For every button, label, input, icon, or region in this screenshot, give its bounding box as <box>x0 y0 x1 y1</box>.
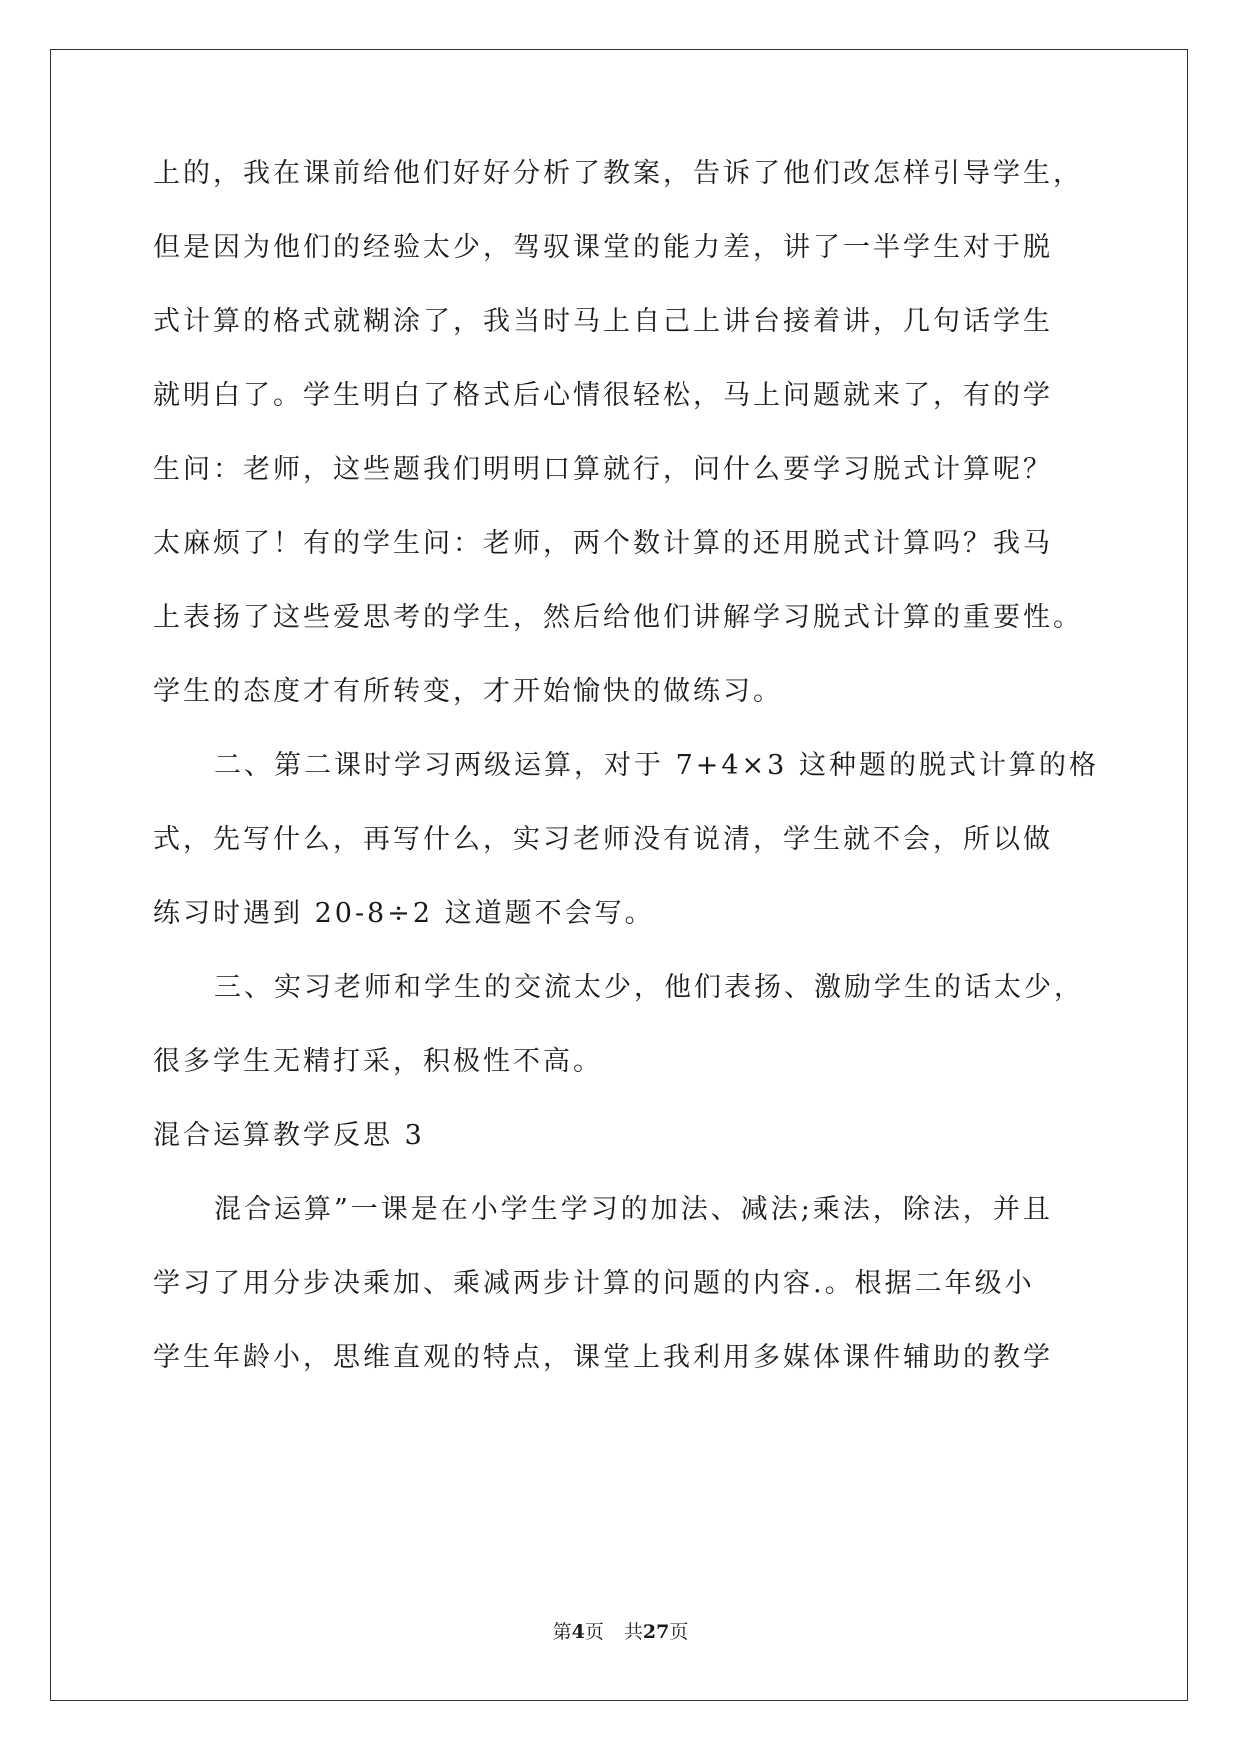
body-line-13: 很多学生无精打采，积极性不高。 <box>153 1046 603 1077</box>
body-line-16: 学习了用分步决乘加、乘减两步计算的问题的内容.。根据二年级小 <box>153 1268 1035 1299</box>
section-heading: 混合运算教学反思 3 <box>153 1120 425 1151</box>
body-line-5: 生问：老师，这些题我们明明口算就行，问什么要学习脱式计算呢？ <box>153 454 1053 485</box>
page-border <box>50 49 1188 1701</box>
body-line-6: 太麻烦了！有的学生问：老师，两个数计算的还用脱式计算吗？我马 <box>153 528 1053 559</box>
body-line-8: 学生的态度才有所转变，才开始愉快的做练习。 <box>153 676 783 707</box>
body-line-15: 混合运算”一课是在小学生学习的加法、减法;乘法，除法，并且 <box>214 1194 1053 1225</box>
footer-total-suffix: 页 <box>669 1621 689 1643</box>
footer-page-suffix: 页 <box>584 1621 604 1643</box>
footer-page-prefix: 第 <box>552 1621 572 1643</box>
body-line-17: 学生年龄小，思维直观的特点，课堂上我利用多媒体课件辅助的教学 <box>153 1342 1053 1373</box>
body-line-1: 上的，我在课前给他们好好分析了教案，告诉了他们改怎样引导学生， <box>153 158 1083 189</box>
body-line-12: 三、实习老师和学生的交流太少，他们表扬、激励学生的话太少， <box>214 972 1084 1003</box>
body-line-2: 但是因为他们的经验太少，驾驭课堂的能力差，讲了一半学生对于脱 <box>153 232 1053 263</box>
body-line-4: 就明白了。学生明白了格式后心情很轻松，马上问题就来了，有的学 <box>153 380 1053 411</box>
body-line-11: 练习时遇到 20-8÷2 这道题不会写。 <box>153 898 655 929</box>
body-line-10: 式，先写什么，再写什么，实习老师没有说清，学生就不会，所以做 <box>153 824 1053 855</box>
page-footer <box>0 1620 1241 1644</box>
footer-total-number: 27 <box>642 1621 670 1643</box>
footer-page-number: 4 <box>571 1621 585 1643</box>
footer-total-prefix: 共 <box>623 1621 643 1643</box>
body-line-7: 上表扬了这些爱思考的学生，然后给他们讲解学习脱式计算的重要性。 <box>153 602 1083 633</box>
body-line-9: 二、第二课时学习两级运算，对于 7+4×3 这种题的脱式计算的格 <box>214 750 1099 781</box>
body-line-3: 式计算的格式就糊涂了，我当时马上自己上讲台接着讲，几句话学生 <box>153 306 1053 337</box>
